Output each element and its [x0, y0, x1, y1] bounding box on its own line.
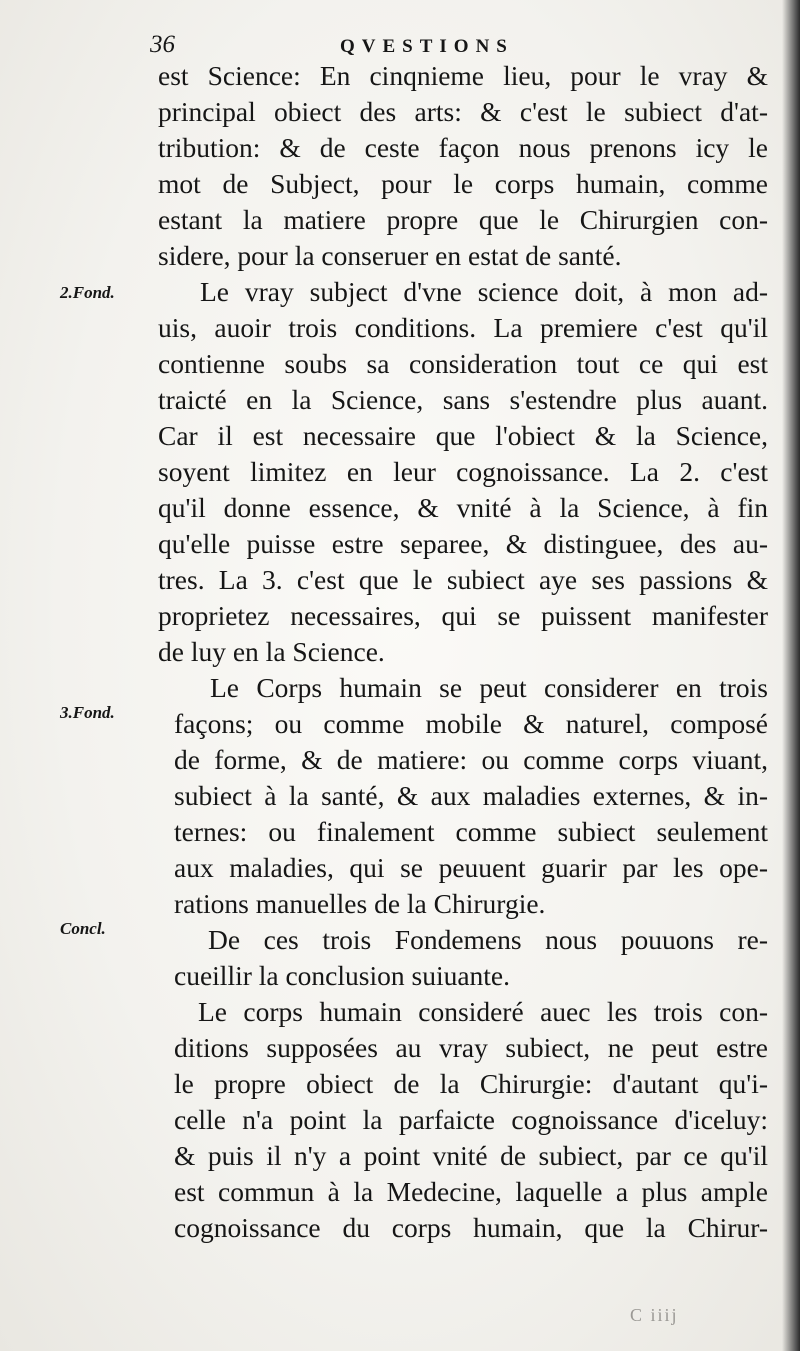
- text-line: tres. La 3. c'est que le subiect aye ses passions &: [158, 564, 768, 595]
- text-line: qu'elle puisse estre separee, & distinguee, des au-: [158, 528, 768, 559]
- side-note-conclusion: Concl.: [60, 919, 106, 938]
- text-line: le propre obiect de la Chirurgie: d'autant qu'i-: [174, 1068, 768, 1099]
- text-line: ditions supposées au vray subiect, ne peut estre: [174, 1032, 768, 1063]
- text-line: celle n'a point la parfaicte cognoissance d'iceluy:: [174, 1104, 768, 1135]
- side-note-2-fond: 2.Fond.: [60, 283, 115, 302]
- text-line: sidere, pour la conseruer en estat de santé.: [158, 240, 622, 271]
- text-line: Le vray subject d'vne science doit, à mon ad-: [200, 276, 768, 307]
- text-line: est commun à la Medecine, laquelle a plus ample: [174, 1176, 768, 1207]
- text-line: façons; ou comme mobile & naturel, composé: [174, 708, 768, 739]
- text-line: De ces trois Fondemens nous pouuons re-: [208, 924, 768, 955]
- text-line: contienne soubs sa consideration tout ce qui est: [158, 348, 768, 379]
- text-line: rations manuelles de la Chirurgie.: [174, 888, 546, 919]
- running-head: [150, 28, 710, 62]
- running-title: QVESTIONS: [340, 36, 514, 57]
- text-line: cognoissance du corps humain, que la Chirur-: [174, 1212, 768, 1243]
- text-line: & puis il n'y a point vnité de subiect, par ce qu'il: [174, 1140, 768, 1171]
- text-line: traicté en la Science, sans s'estendre plus auant.: [158, 384, 768, 415]
- text-line: subiect à la santé, & aux maladies externes, & in-: [174, 780, 768, 811]
- text-line: de forme, & de matiere: ou comme corps viuant,: [174, 744, 768, 775]
- text-line: aux maladies, qui se peuuent guarir par les ope-: [174, 852, 768, 883]
- page-edge-shadow: [782, 0, 800, 1351]
- text-line: qu'il donne essence, & vnité à la Science, à fin: [158, 492, 768, 523]
- text-line: Le corps humain consideré auec les trois con-: [198, 996, 768, 1027]
- text-line: principal obiect des arts: & c'est le subiect d'at-: [158, 96, 768, 127]
- page-number: 36: [150, 31, 175, 58]
- text-line: de luy en la Science.: [158, 636, 385, 667]
- side-note-3-fond: 3.Fond.: [60, 703, 115, 722]
- text-line: Le Corps humain se peut considerer en trois: [210, 672, 768, 703]
- text-line: mot de Subject, pour le corps humain, comme: [158, 168, 768, 199]
- text-line: tribution: & de ceste façon nous prenons icy le: [158, 132, 768, 163]
- text-line: estant la matiere propre que le Chirurgien con-: [158, 204, 768, 235]
- text-line: est Science: En cinqnieme lieu, pour le vray &: [158, 60, 768, 91]
- text-line: uis, auoir trois conditions. La premiere c'est qu'il: [158, 312, 768, 343]
- text-line: cueillir la conclusion suiuante.: [174, 960, 511, 991]
- text-line: soyent limitez en leur cognoissance. La 2. c'est: [158, 456, 768, 487]
- text-line: ternes: ou finalement comme subiect seulement: [174, 816, 768, 847]
- signature-mark: C iiij: [630, 1305, 679, 1325]
- text-line: proprietez necessaires, qui se puissent manifester: [158, 600, 768, 631]
- text-line: Car il est necessaire que l'obiect & la Science,: [158, 420, 768, 451]
- body-text: [158, 58, 768, 1246]
